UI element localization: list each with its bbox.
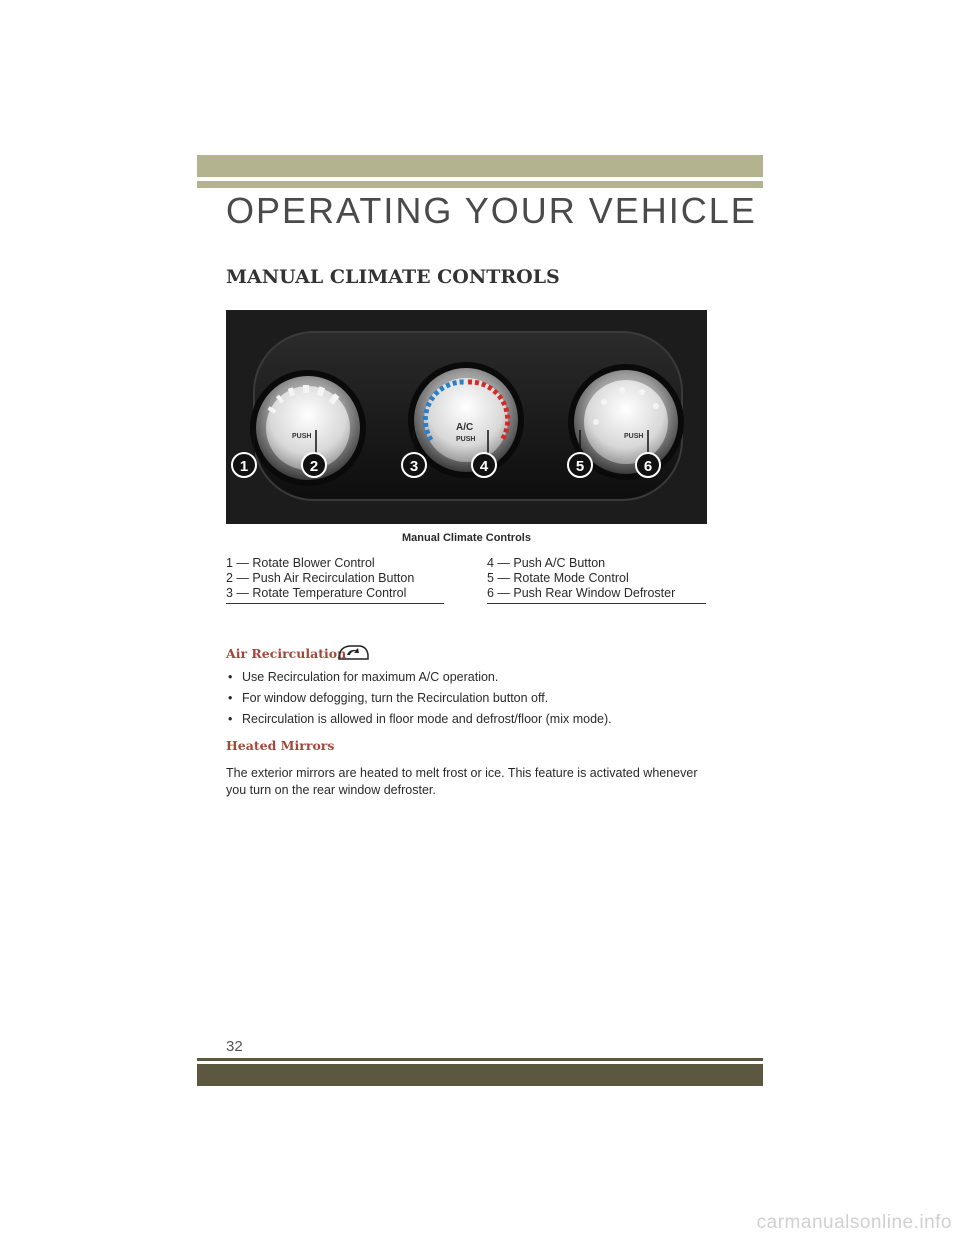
top-accent-bar-thin	[197, 181, 763, 188]
watermark: carmanualsonline.info	[756, 1212, 952, 1233]
page-number: 32	[226, 1038, 243, 1055]
top-accent-bar	[197, 155, 763, 177]
legend-item-4: 4 — Push A/C Button	[487, 556, 606, 570]
heated-mirrors-heading: Heated Mirrors	[226, 738, 335, 753]
air-recirculation-heading: Air Recirculation	[226, 646, 347, 661]
callout-4: 4	[479, 458, 489, 475]
legend-item-3: 3 — Rotate Temperature Control	[226, 586, 407, 600]
callout-1: 1	[239, 458, 249, 475]
recirculation-bullets	[226, 670, 726, 733]
recirculation-icon	[336, 643, 370, 668]
legend-item-6: 6 — Push Rear Window Defroster	[487, 586, 676, 600]
legend-item-2: 2 — Push Air Recirculation Button	[226, 571, 415, 585]
callout-2: 2	[309, 458, 319, 475]
legend-left	[226, 556, 444, 604]
bottom-bar	[197, 1064, 763, 1086]
climate-controls-photo	[226, 310, 707, 524]
callout-6: 6	[643, 458, 653, 475]
bullet-item: • Use Recirculation for maximum A/C operation.	[226, 670, 726, 684]
bullet-item: • For window defogging, turn the Recirculation button off.	[226, 691, 726, 705]
knob-label-push-center: PUSH	[456, 436, 476, 443]
callout-5: 5	[575, 458, 585, 475]
knob-label-ac: A/C	[456, 422, 474, 433]
knob-label-push-left: PUSH	[292, 433, 312, 440]
legend-item-1: 1 — Rotate Blower Control	[226, 556, 375, 570]
knob-label-push-right: PUSH	[624, 433, 644, 440]
legend-item-5: 5 — Rotate Mode Control	[487, 571, 629, 585]
section-title: OPERATING YOUR VEHICLE	[226, 190, 757, 231]
figure-caption: Manual Climate Controls	[402, 532, 531, 544]
heated-mirrors-text: The exterior mirrors are heated to melt frost or ice. This feature is activated whenever you turn on the rear window defroster.	[226, 766, 698, 797]
bullet-item: • Recirculation is allowed in floor mode and defrost/floor (mix mode).	[226, 712, 726, 726]
bottom-bar-thin	[197, 1058, 763, 1061]
legend-right	[487, 556, 706, 604]
callout-3: 3	[409, 458, 419, 475]
page-heading: MANUAL CLIMATE CONTROLS	[226, 266, 560, 288]
